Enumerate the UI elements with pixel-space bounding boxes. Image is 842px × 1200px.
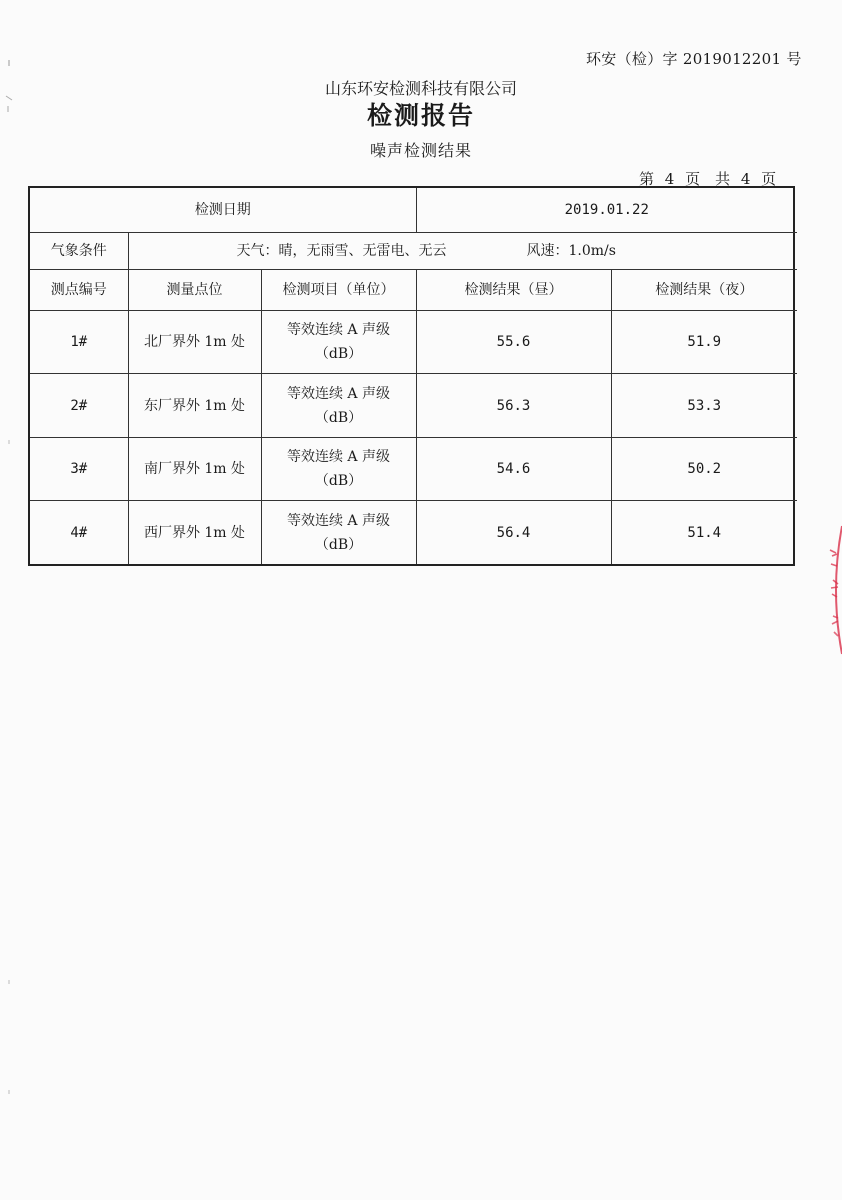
point-location: 北厂界外 1m 处 <box>128 311 261 374</box>
night-result: 51.4 <box>611 501 797 564</box>
test-item-name: 等效连续 A 声级 <box>286 448 390 465</box>
weather-text: 天气：晴，无雨雪、无雷电、无云 <box>236 243 447 260</box>
table-row <box>30 437 797 500</box>
results-table-grid <box>30 188 797 564</box>
test-item-unit: （dB） <box>314 409 363 426</box>
column-header-location: 测量点位 <box>128 270 261 311</box>
test-item-name: 等效连续 A 声级 <box>286 512 390 529</box>
test-item-unit: （dB） <box>314 536 363 553</box>
test-item <box>261 374 416 437</box>
point-location: 西厂界外 1m 处 <box>128 501 261 564</box>
red-stamp-edge <box>824 520 842 660</box>
night-result: 53.3 <box>611 374 797 437</box>
report-title: 检测报告 <box>366 101 475 130</box>
column-header-item: 检测项目（单位） <box>261 270 416 311</box>
night-result: 51.9 <box>611 311 797 374</box>
header-row <box>30 270 797 311</box>
report-number: 环安（检）字 2019012201 号 <box>586 50 802 68</box>
date-label: 检测日期 <box>30 188 416 233</box>
report-subtitle: 噪声检测结果 <box>369 141 472 160</box>
table-row <box>30 374 797 437</box>
test-item-name: 等效连续 A 声级 <box>286 322 390 339</box>
day-result: 54.6 <box>416 437 611 500</box>
column-header-id: 测点编号 <box>30 270 128 311</box>
test-item <box>261 437 416 500</box>
weather-row <box>30 233 797 270</box>
binding-marks <box>0 0 20 1200</box>
test-item <box>261 501 416 564</box>
day-result: 56.3 <box>416 374 611 437</box>
table-row <box>30 501 797 564</box>
night-result: 50.2 <box>611 437 797 500</box>
column-header-night: 检测结果（夜） <box>611 270 797 311</box>
table-row <box>30 311 797 374</box>
wind-speed: 风速：1.0m/s <box>526 243 616 260</box>
weather-label: 气象条件 <box>30 233 128 270</box>
test-item-name: 等效连续 A 声级 <box>286 385 390 402</box>
column-header-day: 检测结果（昼） <box>416 270 611 311</box>
test-item-unit: （dB） <box>314 472 363 489</box>
day-result: 56.4 <box>416 501 611 564</box>
date-value: 2019.01.22 <box>416 188 797 233</box>
test-item <box>261 311 416 374</box>
point-id: 4# <box>30 501 128 564</box>
point-id: 1# <box>30 311 128 374</box>
test-item-unit: （dB） <box>314 346 363 363</box>
page-indicator: 第 4 页 共 4 页 <box>639 170 777 188</box>
company-name: 山东环安检测科技有限公司 <box>324 79 517 98</box>
day-result: 55.6 <box>416 311 611 374</box>
point-id: 2# <box>30 374 128 437</box>
point-location: 东厂界外 1m 处 <box>128 374 261 437</box>
date-row <box>30 188 797 233</box>
point-id: 3# <box>30 437 128 500</box>
weather-conditions <box>128 233 797 270</box>
point-location: 南厂界外 1m 处 <box>128 437 261 500</box>
noise-results-table <box>28 186 795 566</box>
